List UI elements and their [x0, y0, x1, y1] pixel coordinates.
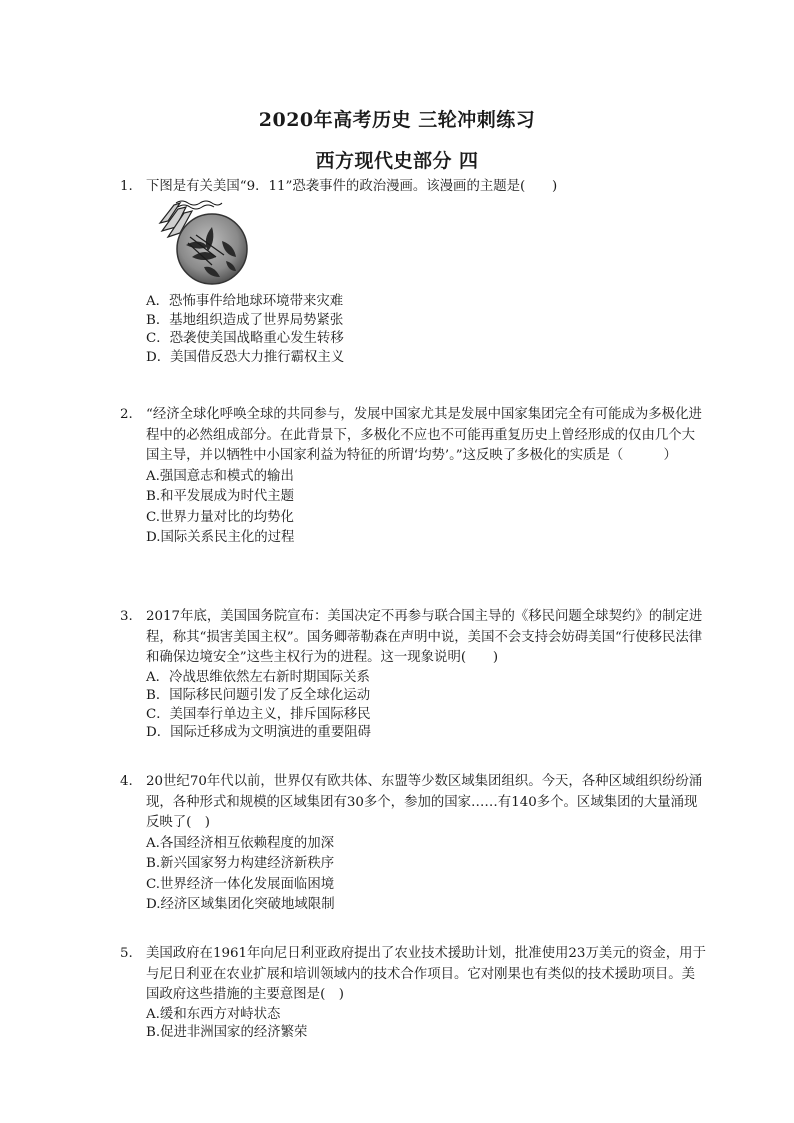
question-stem: [120, 607, 706, 669]
question-text: 下图是有关美国“9．11”恐袭事件的政治漫画。该漫画的主题是( ): [146, 179, 558, 194]
option-list: [120, 293, 706, 367]
question-text: “经济全球化呼唤全球的共同参与，发展中国家尤其是发展中国家集团完全有可能成为多极化进程中的必然组成部分。在此背景下，多极化不应也不可能再重复历史上曾经形成的仅由几个大国主导，并以牺牲中小国家利益为特征的所谓‘均势’。”这反映了多极化的实质是（ ）: [146, 407, 702, 463]
question-text: 2017年底，美国国务院宣布：美国决定不再参与联合国主导的《移民问题全球契约》的制定进程，称其“损害美国主权”。国务卿蒂勒森在声明中说，美国不会支持会妨碍美国“行使移民法律和确保边境安全”这些主权行为的进程。这一现象说明( ): [146, 609, 703, 665]
question-4: [120, 772, 706, 916]
option-c[interactable]: C.世界力量对比的均势化: [146, 509, 294, 525]
option-a[interactable]: A.缓和东西方对峙状态: [146, 1006, 281, 1022]
question-number: 3.: [120, 609, 133, 624]
option-a[interactable]: A．恐怖事件给地球环境带来灾难: [146, 294, 344, 309]
option-c[interactable]: C．恐袭使美国战略重心发生转移: [146, 331, 344, 346]
option-c[interactable]: C.世界经济一体化发展面临困境: [146, 876, 335, 892]
option-a[interactable]: A.强国意志和模式的输出: [146, 468, 294, 484]
option-b[interactable]: B.和平发展成为时代主题: [146, 489, 295, 504]
cartoon-globe-icon: [156, 197, 256, 287]
option-b[interactable]: B.促进非洲国家的经济繁荣: [146, 1025, 308, 1040]
option-list: [120, 1006, 706, 1043]
question-2: [120, 405, 706, 549]
question-number: 4.: [120, 774, 133, 789]
question-stem: [120, 177, 706, 198]
option-list: [120, 834, 706, 916]
question-number: 1.: [120, 179, 133, 194]
question-number: 2.: [120, 407, 133, 422]
page-title: 2020年高考历史 三轮冲刺练习: [258, 109, 536, 131]
question-text: 美国政府在1961年向尼日利亚政府提出了农业技术援助计划，批准使用23万美元的资金，用于与尼日利亚在农业扩展和培训领域内的技术合作项目。它对刚果也有类似的技术援助项目。美国政府这些措施的主要意图是( ): [146, 946, 706, 1002]
page-subtitle: 西方现代史部分 四: [315, 150, 479, 172]
option-d[interactable]: D.经济区域集团化突破地域限制: [146, 897, 335, 912]
question-1-options: [120, 293, 706, 367]
question-text: 20世纪70年代以前，世界仅有欧共体、东盟等少数区域集团组织。今天，各种区域组织纷纷涌现，各种形式和规模的区域集团有30多个，参加的国家……有140多个。区域集团的大量涌现反映了( ): [146, 774, 703, 830]
option-b[interactable]: B.新兴国家努力构建经济新秩序: [146, 856, 335, 871]
option-d[interactable]: D．美国借反恐大力推行霸权主义: [146, 349, 345, 365]
option-d[interactable]: D.国际关系民主化的过程: [146, 530, 295, 545]
option-a[interactable]: A．冷战思维依然左右新时期国际关系: [146, 669, 370, 685]
question-stem: [120, 772, 706, 834]
question-stem: [120, 405, 706, 467]
option-b[interactable]: B．国际移民问题引发了反全球化运动: [146, 688, 371, 703]
question-stem: [120, 944, 706, 1006]
option-list: [120, 467, 706, 549]
question-number: 5.: [120, 946, 133, 961]
option-b[interactable]: B．基地组织造成了世界局势紧张: [146, 312, 344, 328]
question-3: [120, 607, 706, 743]
option-list: [120, 669, 706, 743]
option-d[interactable]: D．国际迁移成为文明演进的重要阻碍: [146, 725, 371, 740]
question-1: [120, 177, 706, 198]
question-5: [120, 944, 706, 1043]
option-c[interactable]: C．美国奉行单边主义，排斥国际移民: [146, 706, 371, 722]
option-a[interactable]: A.各国经济相互依赖程度的加深: [146, 835, 335, 851]
